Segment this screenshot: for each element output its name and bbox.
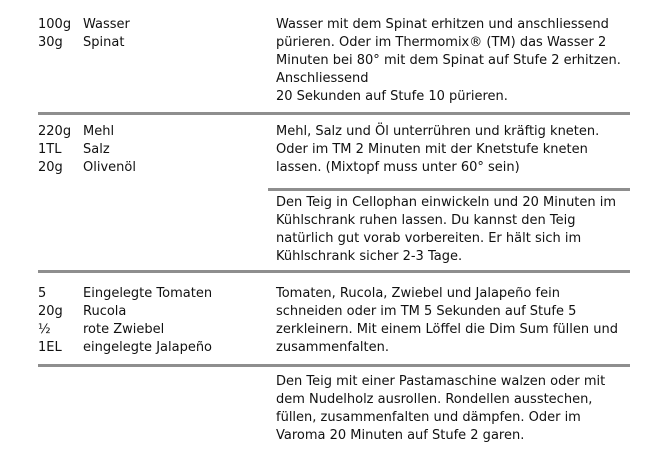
ingredient-quantity: 220g [38, 124, 72, 139]
instruction-line: pürieren. Oder im Thermomix® (TM) das Wasser 2 [276, 35, 607, 50]
ingredient-row [38, 123, 258, 141]
instruction-line: lassen. (Mixtopf muss unter 60° sein) [276, 160, 520, 175]
instruction-line: Varoma 20 Minuten auf Stufe 2 garen. [276, 428, 525, 443]
ingredient-row [38, 34, 258, 52]
ingredient-row [38, 16, 258, 34]
ingredient-name: Mehl [83, 124, 115, 139]
section-divider [38, 112, 630, 115]
instruction-line: Anschliessend [276, 71, 369, 86]
instruction-line: 20 Sekunden auf Stufe 10 pürieren. [276, 89, 508, 104]
ingredient-row [38, 339, 258, 357]
ingredient-quantity: 20g [38, 304, 63, 319]
ingredient-quantity: 30g [38, 35, 63, 50]
instruction-line: zerkleinern. Mit einem Löffel die Dim Sum füllen und [276, 322, 618, 337]
ingredient-name: eingelegte Jalapeño [83, 340, 213, 355]
instruction-line: dem Nudelholz ausrollen. Rondellen ausstechen, [276, 392, 593, 407]
instruction-line: füllen, zusammenfalten und dämpfen. Oder im [276, 410, 581, 425]
ingredient-quantity: 1TL [38, 142, 62, 157]
ingredient-list [38, 285, 258, 357]
section-divider [38, 270, 630, 273]
instruction-line: Den Teig in Cellophan einwickeln und 20 Minuten im [276, 195, 617, 210]
instruction-line: Oder im TM 2 Minuten mit der Knetstufe kneten [276, 142, 588, 157]
ingredient-row [38, 141, 258, 159]
ingredient-name: rote Zwiebel [83, 322, 165, 337]
instruction-text [276, 373, 636, 445]
ingredient-name: Salz [83, 142, 110, 157]
ingredient-name: Rucola [83, 304, 127, 319]
ingredient-quantity: 20g [38, 160, 63, 175]
ingredient-name: Olivenöl [83, 160, 136, 175]
ingredient-quantity: 1EL [38, 340, 62, 355]
instruction-text [276, 194, 636, 266]
instruction-line: Wasser mit dem Spinat erhitzen und anschliessend [276, 17, 609, 32]
ingredient-quantity: 5 [38, 286, 47, 301]
ingredient-quantity: 100g [38, 17, 72, 32]
ingredient-name: Eingelegte Tomaten [83, 286, 213, 301]
instruction-line: Kühlschrank ruhen lassen. Du kannst den Teig [276, 213, 576, 228]
instruction-line: Minuten bei 80° mit dem Spinat auf Stufe 2 erhitzen. [276, 53, 621, 68]
ingredient-list [38, 123, 258, 177]
ingredient-quantity: ½ [38, 322, 51, 337]
instruction-line: Tomaten, Rucola, Zwiebel und Jalapeño fein [276, 286, 560, 301]
instruction-line: Kühlschrank sicher 2-3 Tage. [276, 249, 463, 264]
ingredient-name: Wasser [83, 17, 130, 32]
instruction-text [276, 123, 636, 177]
section-divider [268, 188, 630, 191]
instruction-line: zusammenfalten. [276, 340, 389, 355]
instruction-line: schneiden oder im TM 5 Sekunden auf Stufe 5 [276, 304, 577, 319]
instruction-text [276, 285, 636, 357]
ingredient-row [38, 159, 258, 177]
instruction-text [276, 16, 636, 106]
ingredient-row [38, 321, 258, 339]
instruction-line: Mehl, Salz und Öl unterrühren und kräftig kneten. [276, 124, 600, 139]
instruction-line: Den Teig mit einer Pastamaschine walzen oder mit [276, 374, 606, 389]
ingredient-row [38, 285, 258, 303]
ingredient-row [38, 303, 258, 321]
instruction-line: natürlich gut vorab vorbereiten. Er hält sich im [276, 231, 582, 246]
section-divider [38, 364, 630, 367]
ingredient-list [38, 16, 258, 52]
ingredient-name: Spinat [83, 35, 125, 50]
